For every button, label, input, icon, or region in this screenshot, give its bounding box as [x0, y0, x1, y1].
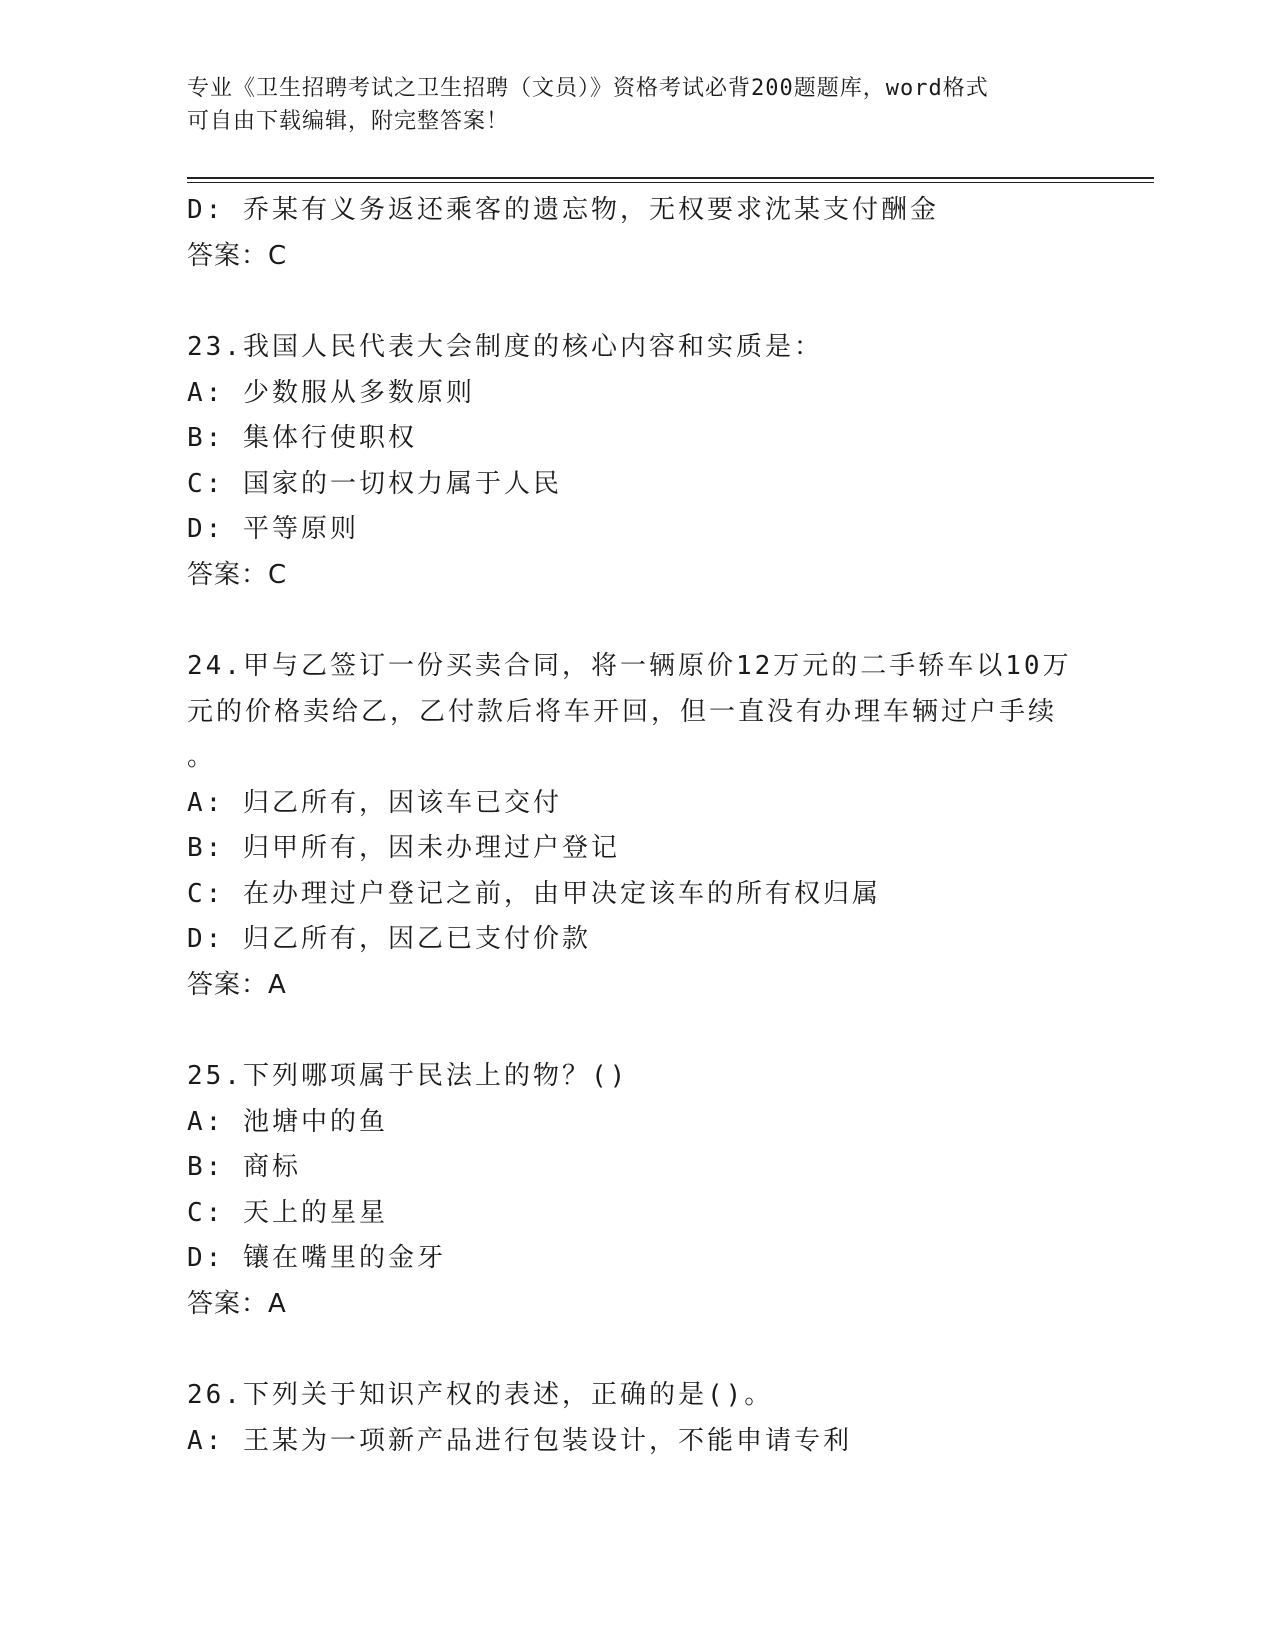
option-line: D: 平等原则: [187, 514, 359, 544]
question-stem: 25.下列哪项属于民法上的物？(): [187, 1061, 629, 1091]
answer-line: 答案：A: [187, 969, 287, 1000]
question-block: [187, 1054, 1087, 1327]
option-line: A: 王某为一项新产品进行包装设计，不能申请专利: [187, 1425, 852, 1456]
option-line: D: 乔某有义务返还乘客的遗忘物，无权要求沈某支付酬金: [187, 195, 939, 225]
answer-line: 答案：C: [187, 559, 288, 590]
question-block: [187, 1373, 1087, 1464]
option-line: A: 池塘中的鱼: [187, 1106, 388, 1137]
option-line: B: 归甲所有，因未办理过户登记: [187, 833, 620, 863]
question-stem: 26.下列关于知识产权的表述，正确的是()。: [187, 1380, 774, 1410]
option-line: C: 天上的星星: [187, 1197, 388, 1228]
answer-line: 答案：A: [187, 1288, 287, 1319]
header-divider-thin: [187, 182, 1154, 183]
option-line: D: 镶在嘴里的金牙: [187, 1243, 446, 1273]
question-block: [187, 325, 1087, 598]
header-divider-thick: [187, 177, 1154, 179]
spacer: [187, 1008, 1087, 1054]
header-line-2: 可自由下载编辑，附完整答案！: [187, 109, 510, 134]
question-stem: 24.甲与乙签订一份买卖合同，将一辆原价12万元的二手轿车以10万: [187, 651, 1072, 681]
answer-line: 答案：C: [187, 240, 288, 271]
option-line: B: 集体行使职权: [187, 423, 417, 453]
question-list: [187, 188, 1087, 1464]
option-line: C: 在办理过户登记之前，由甲决定该车的所有权归属: [187, 878, 881, 909]
question-block: [187, 188, 1087, 279]
spacer: [187, 1327, 1087, 1373]
question-stem: 元的价格卖给乙，乙付款后将车开回，但一直没有办理车辆过户手续: [187, 696, 1058, 727]
question-stem: 。: [187, 742, 217, 772]
option-line: C: 国家的一切权力属于人民: [187, 468, 562, 499]
spacer: [187, 279, 1087, 325]
option-line: A: 少数服从多数原则: [187, 377, 475, 408]
question-stem: 23.我国人民代表大会制度的核心内容和实质是：: [187, 332, 823, 362]
option-line: B: 商标: [187, 1152, 301, 1182]
header-line-1: 专业《卫生招聘考试之卫生招聘（文员）》资格考试必背200题题库，word格式: [187, 76, 989, 101]
question-block: [187, 644, 1087, 1008]
option-line: D: 归乙所有，因乙已支付价款: [187, 924, 591, 954]
option-line: A: 归乙所有，因该车已交付: [187, 787, 562, 818]
document-header: [187, 72, 1087, 138]
spacer: [187, 598, 1087, 644]
